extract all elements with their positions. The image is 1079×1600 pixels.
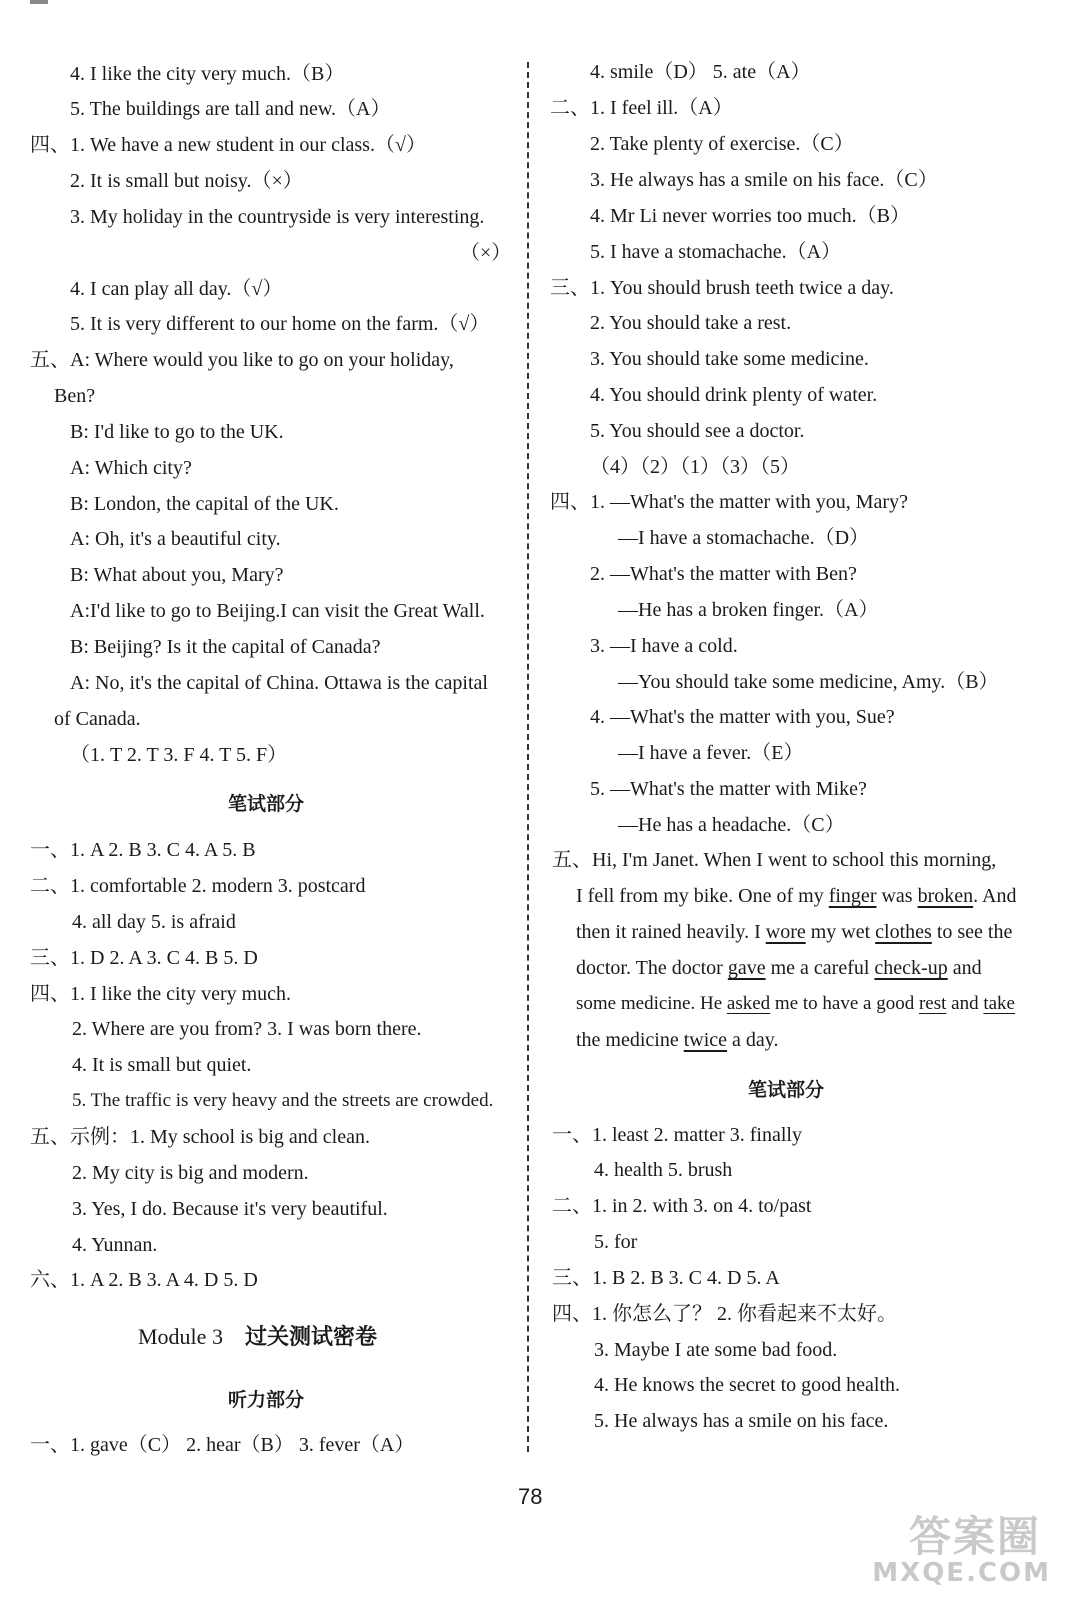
answer-line: 二、1. I feel ill.（A） [550,97,733,119]
dialogue-line: B: What about you, Mary? [70,564,284,586]
dialogue-line: A: Which city? [70,457,192,479]
answer-line: 4. smile（D） 5. ate（A） [590,61,811,83]
dialogue-line: B: I'd like to go to the UK. [70,421,284,443]
answer-line: （1. T 2. T 3. F 4. T 5. F） [70,744,288,766]
answer-line: 5. The buildings are tall and new.（A） [70,98,391,120]
answer-line: 五、A: Where would you like to go on your holiday, [30,349,454,371]
passage-line: 五、Hi, I'm Janet. When I went to school this morning, [552,849,997,871]
answer-line: 五、示例：1. My school is big and clean. [30,1126,370,1148]
answer-line: 5. for [594,1231,638,1253]
passage-text: was [876,885,918,907]
answer-line: 4. It is small but quiet. [72,1054,252,1076]
passage-line [576,884,1016,908]
answer-line: —I have a stomachache.（D） [618,527,870,549]
passage-line [576,920,1012,944]
filled-word: asked [726,993,771,1014]
dialogue-line: A: No, it's the capital of China. Ottawa is the capital [70,672,488,694]
answer-line: 4. I can play all day.（√） [70,278,283,300]
answer-line: 三、1. You should brush teeth twice a day. [550,277,894,299]
watermark-logo-text: 答案圈 [908,1512,1041,1561]
answer-line: 3. —I have a cold. [590,635,738,657]
filled-word: finger [828,885,877,907]
answer-line: 一、1. gave（C） 2. hear（B） 3. fever（A） [30,1434,415,1456]
module-title [138,1320,377,1351]
dialogue-line: of Canada. [54,708,141,730]
answer-line: Ben? [54,385,96,407]
dialogue-line: B: London, the capital of the UK. [70,493,339,515]
passage-text: some medicine. He [576,993,727,1014]
answer-line: 一、1. least 2. matter 3. finally [552,1124,802,1146]
answer-line: 5. He always has a smile on his face. [594,1410,889,1432]
section-heading: 笔试部分 [748,1079,825,1101]
dialogue-line: B: Beijing? Is it the capital of Canada? [70,636,381,658]
section-heading: 笔试部分 [228,793,305,815]
answer-line: 2. Take plenty of exercise.（C） [590,133,854,155]
filled-word: take [983,993,1015,1014]
passage-text: and [947,957,982,979]
module-title-cn: 过关测试密卷 [244,1325,377,1350]
answer-line: 3. Yes, I do. Because it's very beautiful. [72,1198,388,1220]
answer-line: 2. My city is big and modern. [72,1162,309,1184]
answer-line: 4. Yunnan. [72,1234,158,1256]
answer-line: 四、1. 你怎么了？ 2. 你看起来不太好。 [552,1303,897,1325]
answer-line: —I have a fever.（E） [618,742,804,764]
answer-line: 三、1. B 2. B 3. C 4. D 5. A [552,1267,780,1289]
answer-line: 4. Mr Li never worries too much.（B） [590,205,910,227]
answer-line: 4. I like the city very much.（B） [70,63,345,85]
answer-line: 4. He knows the secret to good health. [594,1374,901,1396]
answer-line: —You should take some medicine, Amy.（B） [618,671,999,693]
passage-text: my wet [805,921,876,943]
answer-line: （×） [460,242,512,264]
answer-line: 二、1. in 2. with 3. on 4. to/past [552,1195,812,1217]
passage-text: to see the [931,921,1013,943]
passage-text: and [946,993,984,1014]
answer-line: 4. health 5. brush [594,1159,733,1181]
answer-line: 3. He always has a smile on his face.（C） [590,169,938,191]
dialogue-line: A: Oh, it's a beautiful city. [70,528,281,550]
passage-text: . And [973,885,1017,907]
answer-line: 2. You should take a rest. [590,312,792,334]
site-watermark [859,1504,1059,1594]
answer-line: 2. Where are you from? 3. I was born there. [72,1018,422,1040]
answer-line: —He has a headache.（C） [618,814,845,836]
passage-text: doctor. The doctor [576,957,728,979]
passage-text: me a careful [765,957,875,979]
passage-text: the medicine [576,1029,684,1051]
answer-line: 5. You should see a doctor. [590,420,805,442]
passage-text: me to have a good [770,993,919,1014]
page-number: 78 [518,1484,543,1509]
passage-text: then it rained heavily. I [576,921,766,943]
passage-line [576,956,982,980]
watermark-url: MXQE.COM [872,1558,1051,1588]
answer-line: 5. It is very different to our home on the farm.（√） [70,313,490,335]
passage-line [576,1028,779,1052]
answer-line: —He has a broken finger.（A） [618,599,879,621]
filled-word: check-up [874,957,948,979]
passage-line [576,992,1015,1016]
answer-line: 2. It is small but noisy.（×） [70,170,303,192]
answer-line: 4. —What's the matter with you, Sue? [590,706,895,728]
answer-line: 一、1. A 2. B 3. C 4. A 5. B [30,839,256,861]
filled-word: wore [765,921,806,943]
module-title-en: Module 3 [138,1324,223,1349]
answer-line: 三、1. D 2. A 3. C 4. B 5. D [30,947,258,969]
filled-word: gave [727,957,766,979]
answer-line: 六、1. A 2. B 3. A 4. D 5. D [30,1269,258,1291]
answer-line: 3. My holiday in the countryside is very interesting. [70,206,485,228]
dialogue-line: A:I'd like to go to Beijing.I can visit the Great Wall. [70,600,485,622]
answer-line: 4. You should drink plenty of water. [590,384,878,406]
answer-line: 2. —What's the matter with Ben? [590,563,857,585]
answer-line: 四、1. —What's the matter with you, Mary? [550,491,908,513]
passage-text: I fell from my bike. One of my [576,885,829,907]
answer-line: 四、1. We have a new student in our class.（√） [30,134,426,156]
column-divider [527,62,529,1452]
answer-line: 5. I have a stomachache.（A） [590,241,842,263]
answer-line: 3. You should take some medicine. [590,348,869,370]
section-heading: 听力部分 [228,1389,305,1411]
page-edge-mark [30,0,48,4]
filled-word: broken [917,885,974,907]
answer-line: 二、1. comfortable 2. modern 3. postcard [30,875,366,897]
filled-word: clothes [875,921,932,943]
answer-line: （4）（2）（1）（3）（5） [590,456,800,478]
filled-word: rest [918,993,947,1014]
answer-line: 5. —What's the matter with Mike? [590,778,867,800]
answer-line: 3. Maybe I ate some bad food. [594,1339,838,1361]
filled-word: twice [683,1029,728,1051]
passage-text: a day. [727,1029,779,1051]
answer-line: 4. all day 5. is afraid [72,911,236,933]
answer-line: 四、1. I like the city very much. [30,983,292,1005]
answer-line: 5. The traffic is very heavy and the streets are crowded. [72,1090,494,1111]
